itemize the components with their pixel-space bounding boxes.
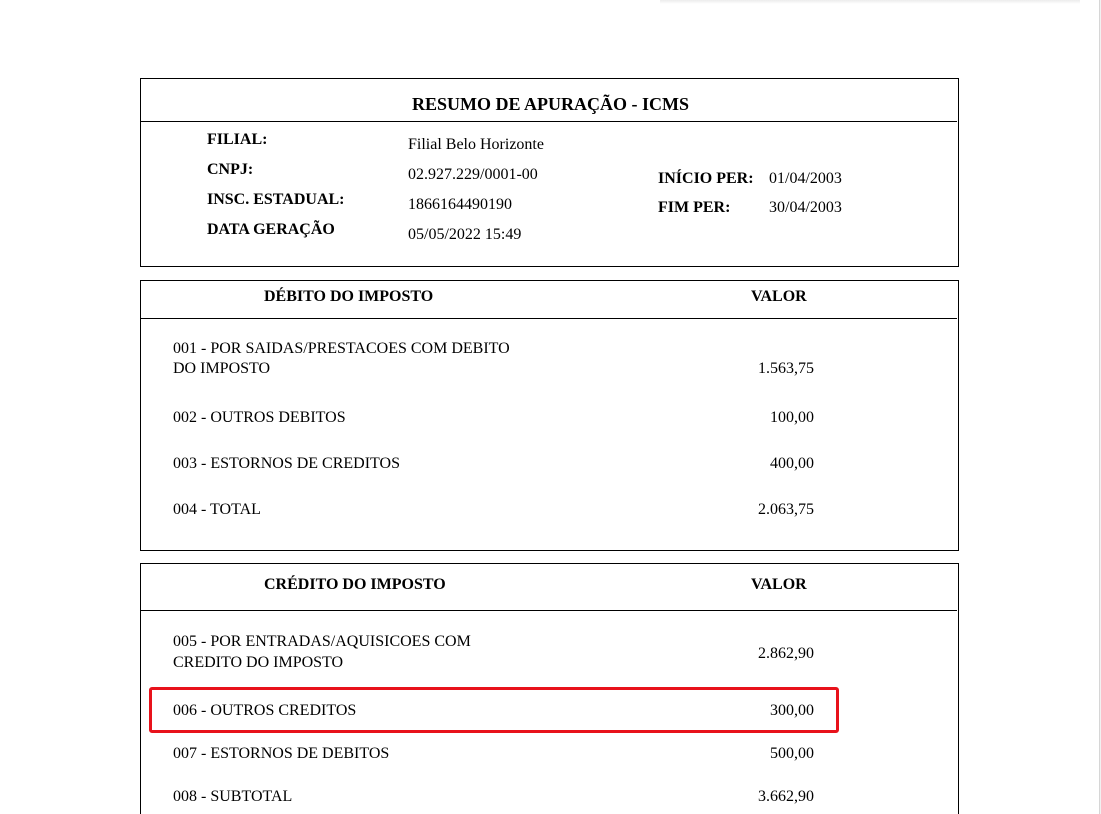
credito-row-006-label: 006 - OUTROS CREDITOS	[173, 702, 357, 719]
debito-heading: DÉBITO DO IMPOSTO	[264, 288, 434, 305]
credito-row-008-value: 3.662,90	[758, 788, 814, 805]
debito-row-001-value: 1.563,75	[758, 360, 814, 377]
outros-creditos-highlight	[149, 687, 839, 733]
credito-divider	[141, 610, 957, 611]
filial-value: Filial Belo Horizonte	[408, 136, 544, 153]
debito-valor-heading: VALOR	[751, 288, 807, 305]
data-geracao-value: 05/05/2022 15:49	[408, 226, 522, 243]
debito-row-002-value: 100,00	[770, 409, 814, 426]
credito-row-008-label: 008 - SUBTOTAL	[173, 788, 293, 805]
filial-label: FILIAL:	[207, 131, 268, 148]
debito-row-003-label: 003 - ESTORNOS DE CREDITOS	[173, 455, 400, 472]
credito-row-007-value: 500,00	[770, 745, 814, 762]
insc-estadual-label: INSC. ESTADUAL:	[207, 191, 345, 208]
credito-row-005-line1: 005 - POR ENTRADAS/AQUISICOES COM	[173, 633, 471, 650]
report-title: RESUMO DE APURAÇÃO - ICMS	[411, 94, 689, 114]
insc-estadual-value: 1866164490190	[408, 196, 512, 213]
credito-row-005-value: 2.862,90	[758, 645, 814, 662]
debito-box	[140, 280, 959, 551]
cnpj-value: 02.927.229/0001-00	[408, 166, 538, 183]
debito-row-004-value: 2.063,75	[758, 501, 814, 518]
credito-valor-heading: VALOR	[751, 576, 807, 593]
debito-row-004-label: 004 - TOTAL	[173, 501, 261, 518]
header-divider	[141, 121, 957, 122]
inicio-per-label: INÍCIO PER:	[658, 170, 754, 187]
inicio-per-value: 01/04/2003	[769, 170, 842, 187]
credito-heading: CRÉDITO DO IMPOSTO	[264, 576, 446, 593]
debito-divider	[141, 318, 957, 319]
credito-row-006-value: 300,00	[770, 702, 814, 719]
toolbar-shadow	[660, 0, 1080, 4]
credito-row-007-label: 007 - ESTORNOS DE DEBITOS	[173, 745, 390, 762]
fim-per-label: FIM PER:	[658, 199, 731, 216]
debito-row-003-value: 400,00	[770, 455, 814, 472]
debito-row-002-label: 002 - OUTROS DEBITOS	[173, 409, 346, 426]
credito-row-005-line2: CREDITO DO IMPOSTO	[173, 654, 344, 671]
data-geracao-label: DATA GERAÇÃO	[207, 221, 335, 238]
debito-row-001-line2: DO IMPOSTO	[173, 360, 271, 377]
cnpj-label: CNPJ:	[207, 161, 254, 178]
header-box	[140, 78, 959, 267]
debito-row-001-line1: 001 - POR SAIDAS/PRESTACOES COM DEBITO	[173, 340, 510, 357]
fim-per-value: 30/04/2003	[769, 199, 842, 216]
